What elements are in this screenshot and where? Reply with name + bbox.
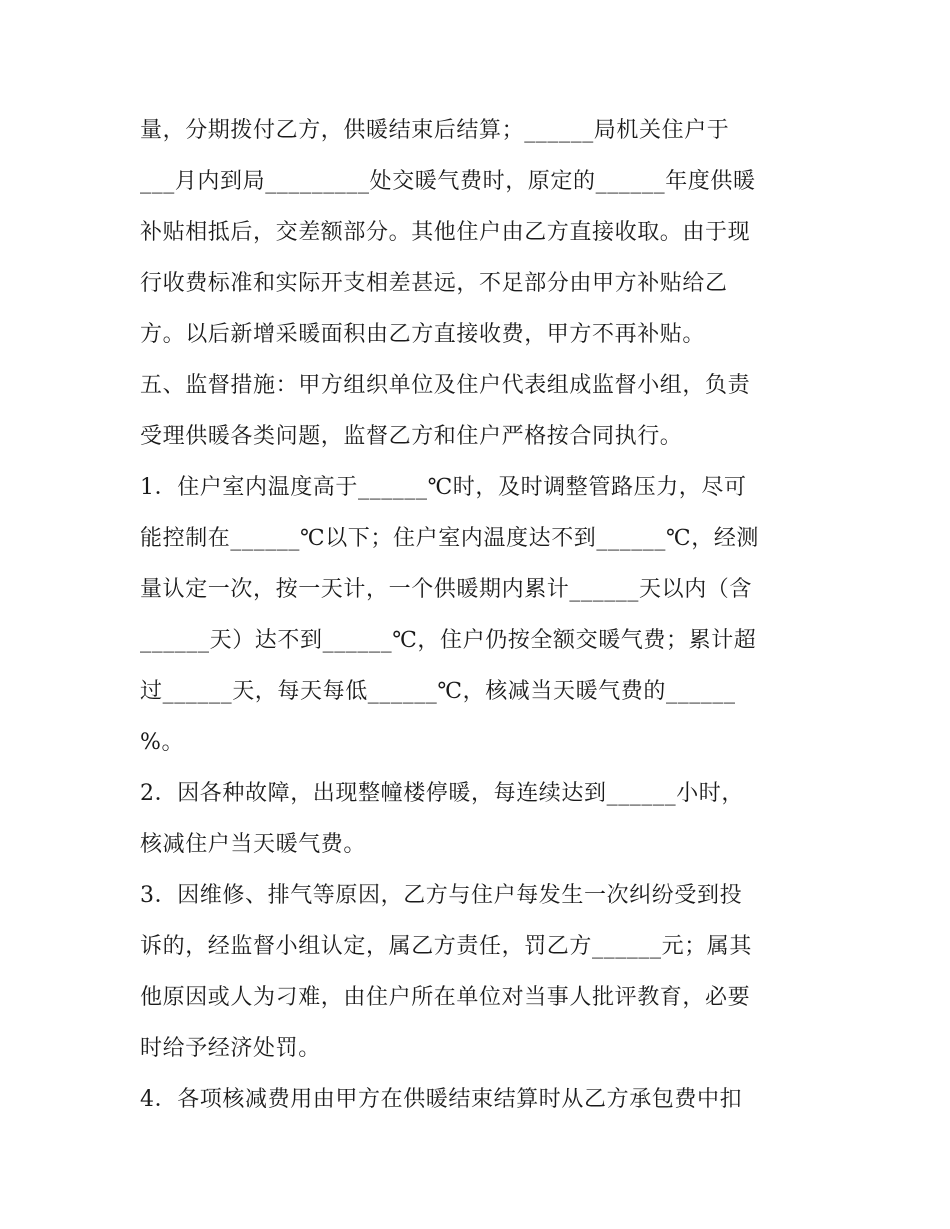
- paragraph-line: 过______天，每天每低______℃，核减当天暖气费的______: [140, 679, 736, 704]
- paragraph-line: 能控制在______℃以下；住户室内温度达不到______℃，经测: [140, 526, 760, 551]
- paragraph-line: 行收费标准和实际开支相差甚远，不足部分由甲方补贴给乙: [140, 271, 728, 296]
- paragraph-line: 核减住户当天暖气费。: [140, 832, 367, 857]
- paragraph-line: %。: [140, 730, 185, 755]
- list-item-4-line: 4．各项核减费用由甲方在供暖结束结算时从乙方承包费中扣: [140, 1087, 743, 1112]
- paragraph-line: 方。以后新增采暖面积由乙方直接收费，甲方不再补贴。: [140, 322, 706, 347]
- list-item-1-line: 1．住户室内温度高于______℃时，及时调整管路压力，尽可: [140, 475, 747, 500]
- paragraph-line: 量，分期拨付乙方，供暖结束后结算；______局机关住户于: [140, 118, 730, 143]
- paragraph-line: 他原因或人为刁难，由住户所在单位对当事人批评教育，必要: [140, 985, 751, 1010]
- paragraph-line: 补贴相抵后，交差额部分。其他住户由乙方直接收取。由于现: [140, 220, 751, 245]
- paragraph-line: 诉的，经监督小组认定，属乙方责任，罚乙方______元；属其: [140, 934, 753, 959]
- section-heading-line: 五、监督措施：甲方组织单位及住户代表组成监督小组，负责: [140, 373, 751, 398]
- paragraph-line: 受理供暖各类问题，监督乙方和住户严格按合同执行。: [140, 424, 683, 449]
- list-item-3-line: 3．因维修、排气等原因，乙方与住户每发生一次纠纷受到投: [140, 883, 743, 908]
- paragraph-line: 量认定一次，按一天计，一个供暖期内累计______天以内（含: [140, 577, 753, 602]
- paragraph-line: 时给予经济处罚。: [140, 1036, 321, 1061]
- paragraph-line: ______天）达不到______℃，住户仍按全额交暖气费；累计超: [140, 628, 757, 653]
- list-item-2-line: 2．因各种故障，出现整幢楼停暖，每连续达到______小时，: [140, 781, 744, 806]
- paragraph-line: ___月内到局_________处交暖气费时，原定的______年度供暖: [140, 169, 756, 194]
